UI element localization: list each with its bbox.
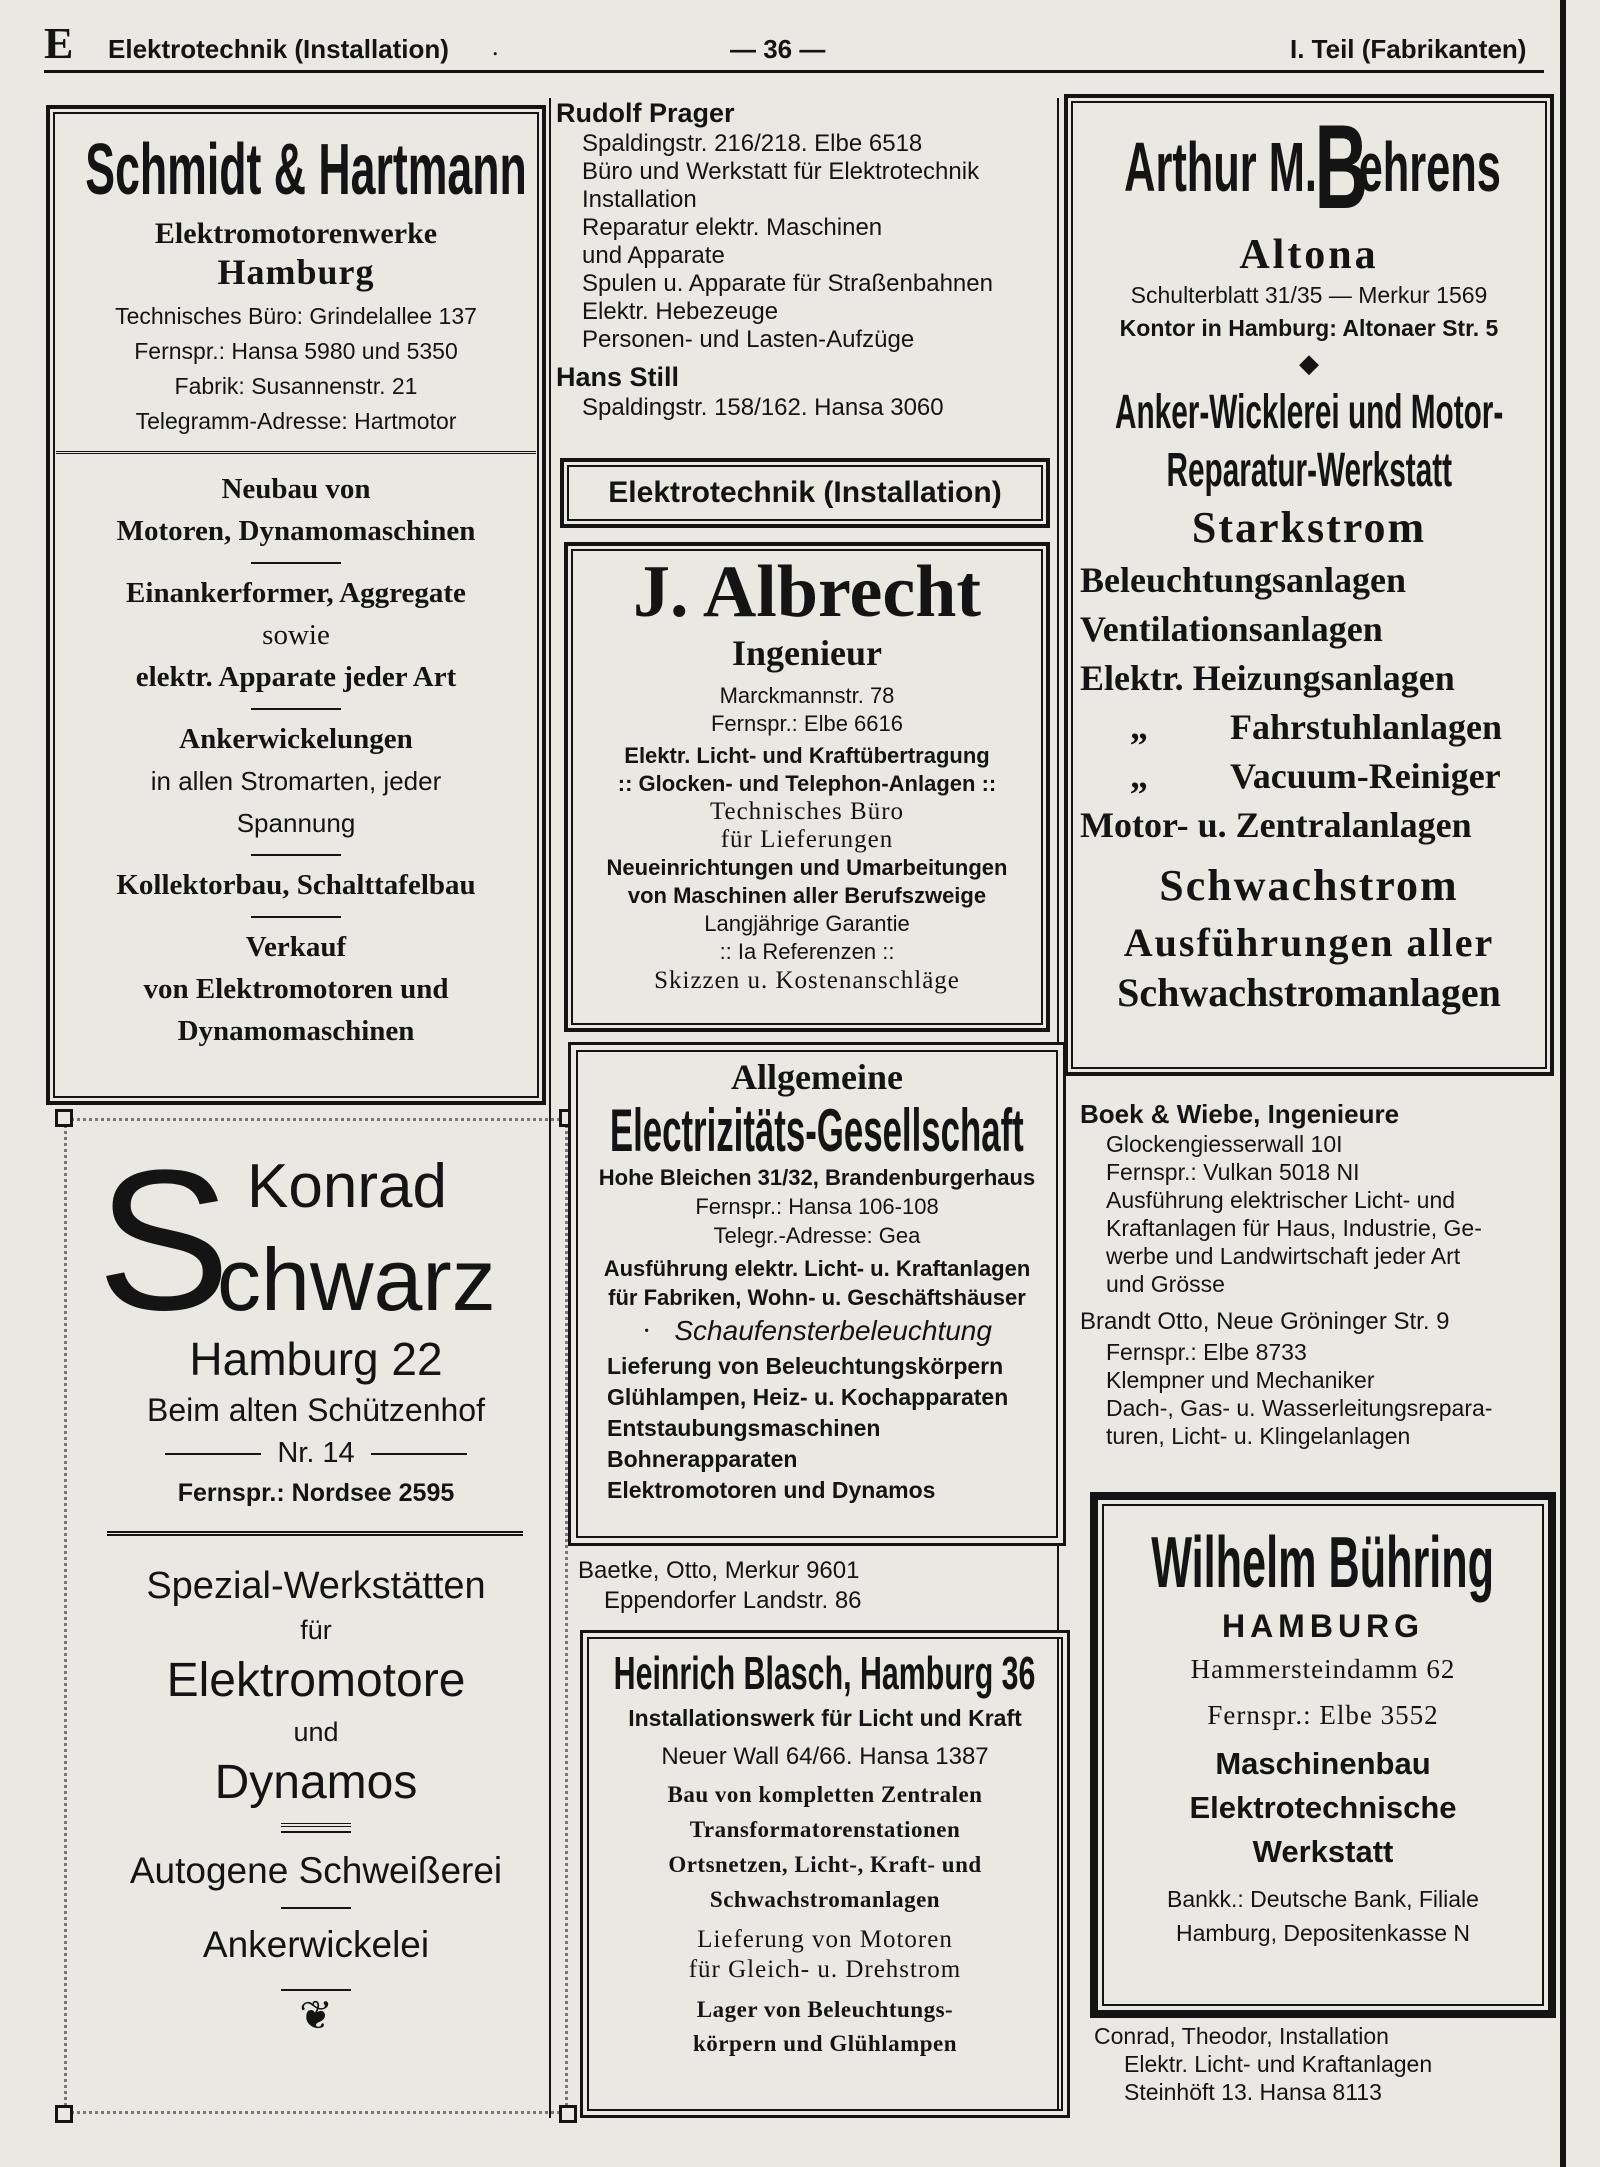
service-line: Transformatorenstationen <box>689 1817 961 1842</box>
city: Hamburg 22 <box>189 1333 443 1385</box>
service-line: Spannung <box>236 808 356 838</box>
name-part-a: Arthur M. <box>1124 128 1318 206</box>
service-line: :: Glocken- und Telephon-Anlagen :: <box>617 771 997 796</box>
address: Neuer Wall 64/66. Hansa 1387 <box>661 1743 989 1770</box>
right-edge-rule <box>1560 0 1566 2167</box>
header-dot: . <box>492 32 499 61</box>
service-line: von Maschinen aller Berufszweige <box>627 883 987 908</box>
header-right-title: I. Teil (Fabrikanten) <box>1290 34 1527 64</box>
listing-line: Spaldingstr. 216/218. Elbe 6518 <box>582 130 923 157</box>
heading-line: Reparatur-Werkstatt <box>1166 444 1452 497</box>
divider <box>107 1531 523 1536</box>
service-welding: Autogene Schweißerei <box>129 1850 503 1891</box>
separator <box>251 916 341 918</box>
company-subtitle: Elektromotorenwerke <box>154 217 438 250</box>
section-heading-box <box>560 458 1050 528</box>
listing-line: Klempner und Mechaniker <box>1106 1367 1375 1393</box>
service-line: Motor- u. Zentralanlagen <box>1080 805 1472 845</box>
bank-line: Bankk.: Deutsche Bank, Filiale <box>1167 1886 1479 1912</box>
name-initial: B <box>1314 100 1369 234</box>
estimates-line: Skizzen u. Kostenanschläge <box>654 967 960 994</box>
service-line: Einankerformer, Aggregate <box>126 577 466 609</box>
listing-line: turen, Licht- u. Klingelanlagen <box>1106 1423 1411 1449</box>
service-line: für Fabriken, Wohn- u. Geschäftshäuser <box>608 1285 1026 1310</box>
service-text: Fahrstuhlanlagen <box>1230 707 1503 747</box>
listing-line: und Apparate <box>582 242 725 269</box>
street: Hammersteindamm 62 <box>1190 1654 1456 1684</box>
listing-line: Personen- und Lasten-Aufzüge <box>582 326 915 353</box>
phone: Fernspr.: Elbe 3552 <box>1207 1700 1439 1730</box>
listing-name: Conrad, Theodor, Installation <box>1094 2023 1389 2049</box>
listing-name: Boek & Wiebe, Ingenieure <box>1080 1099 1400 1129</box>
service-line: in allen Stromarten, jeder <box>150 766 442 796</box>
address: Marckmannstr. 78 <box>719 683 895 708</box>
separator <box>251 708 341 710</box>
guarantee-line: Langjährige Garantie <box>704 911 910 936</box>
starkstrom-heading: Starkstrom <box>1191 503 1427 552</box>
service-line: sowie <box>262 619 330 651</box>
last-name: chwarz <box>217 1230 496 1329</box>
company-top: Allgemeine <box>731 1057 903 1097</box>
und-line: und <box>293 1717 339 1747</box>
company-name: Electrizitäts-Gesellschaft <box>610 1097 1024 1164</box>
service-line: elektr. Apparate jeder Art <box>135 661 457 693</box>
listing-line: Elektr. Hebezeuge <box>582 298 779 325</box>
listing-line: Spulen u. Apparate für Straßenbahnen <box>582 270 993 297</box>
listing-line: Spaldingstr. 158/162. Hansa 3060 <box>582 394 944 421</box>
header-left-title: Elektrotechnik (Installation) <box>108 34 449 64</box>
phone: Fernspr.: Hansa 106-108 <box>695 1194 939 1219</box>
service-line: Maschinenbau <box>1215 1746 1431 1781</box>
elektromotore-line: Elektromotore <box>166 1654 466 1707</box>
service-line: Neubau von <box>221 473 371 505</box>
item-line: Glühlampen, Heiz- u. Kochapparaten <box>607 1384 1009 1410</box>
listing-line: werbe und Landwirtschaft jeder Art <box>1106 1243 1461 1269</box>
office-line: Technisches Büro <box>709 798 905 825</box>
heading-line: Anker-Wicklerei und Motor- <box>1114 386 1504 439</box>
separator <box>251 854 341 856</box>
listing-line: Reparatur elektr. Maschinen <box>582 214 883 241</box>
behrens-ad <box>1064 94 1554 1076</box>
listing-line: Büro und Werkstatt für Elektrotechnik <box>582 158 980 185</box>
separator <box>251 562 341 564</box>
service-line: für Gleich- u. Drehstrom <box>688 1956 962 1983</box>
buehring-ad <box>1090 1492 1556 2018</box>
item-line: Elektromotoren und Dynamos <box>607 1477 936 1503</box>
dot: · <box>642 1316 652 1347</box>
telegram-line: Telegramm-Adresse: Hartmotor <box>135 408 457 434</box>
dynamos-line: Dynamos <box>214 1756 418 1809</box>
phone: Fernspr.: Nordsee 2595 <box>177 1479 455 1507</box>
item-line: Bohnerapparaten <box>607 1446 798 1472</box>
service-line: Elektrotechnische <box>1189 1790 1457 1825</box>
listing-line: Fernspr.: Elbe 8733 <box>1106 1339 1307 1365</box>
phone: Fernspr.: Elbe 6616 <box>710 711 903 736</box>
service-line: Ventilationsanlagen <box>1080 609 1383 649</box>
service-line: Werkstatt <box>1252 1834 1394 1869</box>
office-line: für Lieferungen <box>720 826 894 853</box>
company-name: Wilhelm Bühring <box>1151 1523 1495 1603</box>
section-letter: E <box>44 19 74 68</box>
service-line: Schwachstromanlagen <box>1117 970 1501 1015</box>
boek-listing <box>1080 1098 1566 1450</box>
telegram: Telegr.-Adresse: Gea <box>713 1223 921 1248</box>
header-rule <box>44 70 1544 73</box>
listing-line: Kraftanlagen für Haus, Industrie, Ge- <box>1106 1215 1482 1241</box>
service-text: Vacuum-Reiniger <box>1230 756 1501 796</box>
service-line: Elektr. Licht- und Kraftübertragung <box>624 743 990 768</box>
number-text: Nr. 14 <box>277 1437 355 1469</box>
blasch-ad <box>580 1630 1070 2118</box>
city: HAMBURG <box>1221 1608 1425 1644</box>
service-line: von Elektromotoren und <box>143 973 449 1005</box>
listing-line: Elektr. Licht- und Kraftanlagen <box>1124 2051 1433 2077</box>
service-line: Ausführung elektr. Licht- u. Kraftanlagen <box>603 1256 1031 1281</box>
listing-name: Brandt Otto, Neue Gröninger Str. 9 <box>1080 1308 1450 1335</box>
konrad-schwarz-ad <box>64 1118 568 2114</box>
references-line: :: Ia Referenzen :: <box>719 939 895 964</box>
phone-line: Fernspr.: Hansa 5980 und 5350 <box>134 338 458 364</box>
company-name: J. Albrecht <box>632 551 982 633</box>
prager-listing <box>556 96 1051 422</box>
service-line <box>1080 703 1550 752</box>
factory-line: Fabrik: Susannenstr. 21 <box>174 373 418 399</box>
fuer-line: für <box>300 1615 332 1645</box>
albrecht-ad <box>564 542 1050 1032</box>
listing-line: Steinhöft 13. Hansa 8113 <box>1124 2079 1382 2105</box>
name-part-c: ehrens <box>1358 128 1502 206</box>
service-line: Neueinrichtungen und Umarbeitungen <box>606 855 1008 880</box>
company-name: Schmidt & Hartmann <box>85 130 527 210</box>
spezial-line: Spezial-Werkstätten <box>146 1565 486 1607</box>
service-line: Dynamomaschinen <box>177 1015 415 1047</box>
schmidt-hartmann-ad <box>46 105 546 1105</box>
address: Schulterblatt 31/35 — Merkur 1569 <box>1130 282 1488 308</box>
conrad-listing <box>1094 2022 1432 2106</box>
listing-name: Baetke, Otto, Merkur 9601 <box>578 1557 860 1584</box>
listing-line: Glockengiesserwall 10I <box>1106 1131 1343 1157</box>
listing-line: Ausführung elektrischer Licht- und <box>1106 1187 1456 1213</box>
ornament-icon: ❦ <box>299 1994 333 2038</box>
company-city: Hamburg <box>217 252 375 292</box>
service-line: Lager von Beleuchtungs- <box>696 1997 954 2022</box>
city: Altona <box>1239 232 1379 278</box>
schwachstrom-heading: Schwachstrom <box>1159 861 1459 910</box>
aeg-ad <box>568 1042 1066 1546</box>
listing-name: Rudolf Prager <box>556 98 735 128</box>
street: Beim alten Schützenhof <box>147 1392 485 1428</box>
page-header <box>40 18 1550 68</box>
service-line: Beleuchtungsanlagen <box>1080 560 1407 600</box>
company-name: Heinrich Blasch, Hamburg 36 <box>614 1647 1036 1699</box>
service-line: Ortsnetzen, Licht-, Kraft- und <box>668 1852 982 1877</box>
service-line: körpern und Glühlampen <box>692 2031 958 2056</box>
listing-line: Fernspr.: Vulkan 5018 NI <box>1106 1159 1360 1185</box>
item-line: Entstaubungsmaschinen <box>607 1415 881 1441</box>
listing-line: Eppendorfer Landstr. 86 <box>604 1587 862 1614</box>
item-line: Lieferung von Beleuchtungskörpern <box>607 1353 1004 1379</box>
bank-line: Hamburg, Depositenkasse N <box>1175 1920 1471 1946</box>
initial-letter: S <box>97 1129 231 1352</box>
service-line: Elektr. Heizungsanlagen <box>1080 658 1455 698</box>
diamond-icon: ◆ <box>1299 349 1319 378</box>
service-line: Bau von kompletten Zentralen <box>667 1782 983 1807</box>
ditto-mark: „ <box>1130 756 1148 796</box>
service-winding: Ankerwickelei <box>202 1924 430 1965</box>
listing-line: und Grösse <box>1106 1271 1225 1297</box>
address: Hohe Bleichen 31/32, Brandenburgerhaus <box>598 1165 1036 1190</box>
company-sub: Installationswerk für Licht und Kraft <box>628 1705 1022 1731</box>
house-number <box>67 1433 565 1473</box>
service-line: Schwachstromanlagen <box>709 1887 941 1912</box>
service-line: Verkauf <box>245 931 347 963</box>
kontor: Kontor in Hamburg: Altonaer Str. 5 <box>1119 315 1499 341</box>
baetke-listing <box>578 1556 862 1616</box>
service-line: Motoren, Dynamomaschinen <box>116 515 476 547</box>
service-line: Lieferung von Motoren <box>697 1926 953 1953</box>
listing-name: Hans Still <box>556 362 680 392</box>
service-line: Ankerwickelungen <box>179 723 413 755</box>
listing-line: Dach-, Gas- u. Wasserleitungsrepara- <box>1106 1395 1493 1421</box>
address-line: Technisches Büro: Grindelallee 137 <box>115 303 477 329</box>
page-number: — 36 — <box>730 34 826 64</box>
service-line <box>1080 752 1550 801</box>
listing-line: Installation <box>582 186 697 213</box>
italic-line: Schaufensterbeleuchtung <box>674 1315 992 1346</box>
section-heading: Elektrotechnik (Installation) <box>608 476 1002 509</box>
first-name: Konrad <box>247 1152 447 1221</box>
company-title: Ingenieur <box>731 633 882 673</box>
ditto-mark: „ <box>1130 707 1148 747</box>
service-line: Kollektorbau, Schalttafelbau <box>116 869 476 901</box>
service-line: Ausführungen aller <box>1123 920 1495 965</box>
